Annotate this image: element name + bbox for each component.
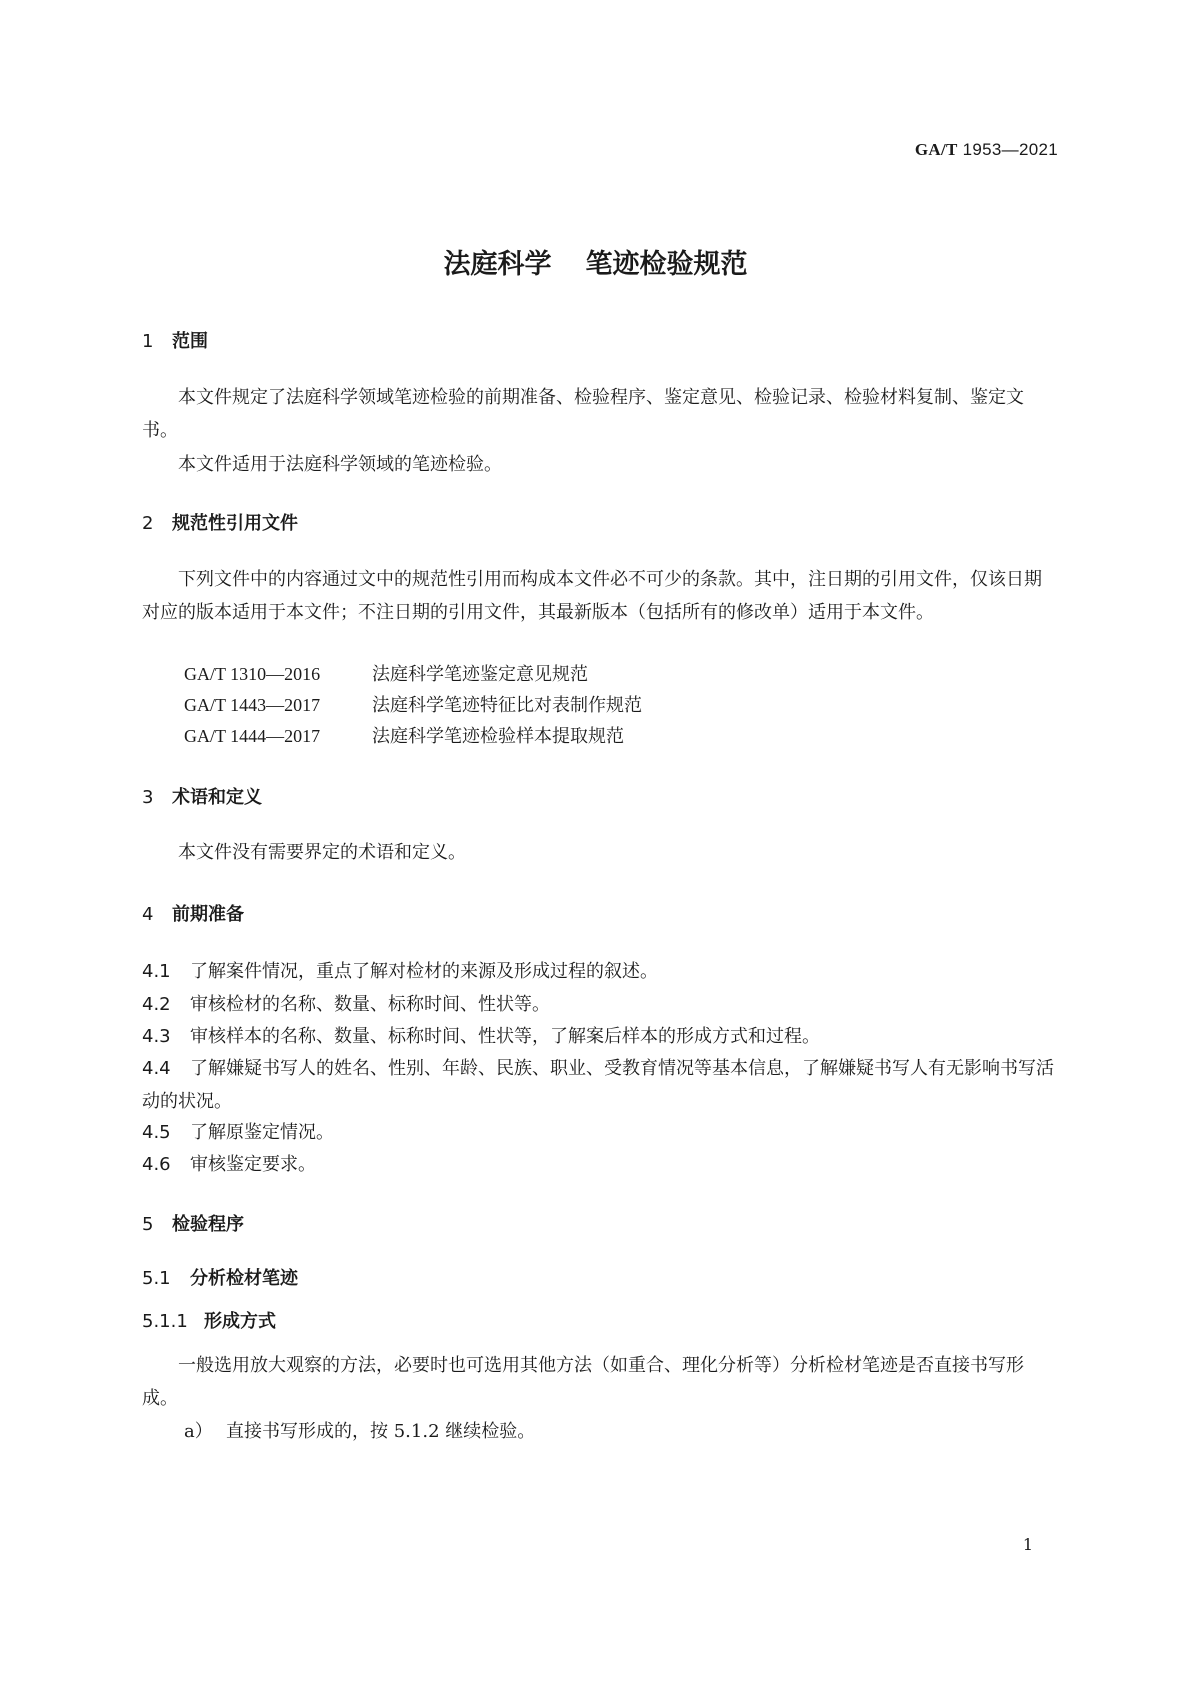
clause-4-2: 4.2 审核检材的名称、数量、标称时间、性状等。 [142, 994, 550, 1015]
page-number: 1 [1022, 1535, 1033, 1554]
section-5-1-1-paragraph: 一般选用放大观察的方法，必要时也可选用其他方法（如重合、理化分析等）分析检材笔迹是否直接书写形成。 [142, 1355, 1024, 1409]
section-5-heading: 5 检验程序 [142, 1214, 244, 1235]
standard-number-prefix: GA/T [914, 140, 958, 159]
section-3-heading: 3 术语和定义 [142, 787, 262, 808]
standard-number-rest: 1953—2021 [962, 140, 1058, 159]
section-5-1-1-heading: 5.1.1 形成方式 [142, 1311, 276, 1332]
document-title [0, 242, 1191, 281]
section-2-paragraph-1: 下列文件中的内容通过文中的规范性引用而构成本文件必不可少的条款。其中，注日期的引用文件，仅该日期对应的版本适用于本文件；不注日期的引用文件，其最新版本（包括所有的修改单）适用于本文件。 [142, 569, 1042, 623]
reference-item: GA/T 1444—2017 法庭科学笔迹检验样本提取规范 [184, 726, 624, 747]
section-1-heading: 1 范围 [142, 331, 208, 352]
title-part2: 笔迹检验规范 [585, 249, 748, 280]
standard-number [915, 140, 1058, 160]
clause-4-5: 4.5 了解原鉴定情况。 [142, 1122, 334, 1143]
section-5-1-heading: 5.1 分析检材笔迹 [142, 1268, 298, 1289]
section-3-paragraph-1: 本文件没有需要界定的术语和定义。 [178, 842, 466, 863]
section-2-heading: 2 规范性引用文件 [142, 513, 298, 534]
clause-4-6: 4.6 审核鉴定要求。 [142, 1154, 316, 1175]
title-part1: 法庭科学 [443, 249, 552, 280]
reference-item: GA/T 1443—2017 法庭科学笔迹特征比对表制作规范 [184, 695, 642, 716]
clause-4-4: 4.4 了解嫌疑书写人的姓名、性别、年龄、民族、职业、受教育情况等基本信息，了解嫌疑书写人有无影响书写活动的状况。 [142, 1058, 1054, 1112]
reference-item: GA/T 1310—2016 法庭科学笔迹鉴定意见规范 [184, 664, 588, 685]
section-1-paragraph-1: 本文件规定了法庭科学领域笔迹检验的前期准备、检验程序、鉴定意见、检验记录、检验材料复制、鉴定文书。 [142, 387, 1024, 441]
section-4-heading: 4 前期准备 [142, 904, 244, 925]
list-item-a: a） 直接书写形成的，按 5.1.2 继续检验。 [184, 1421, 536, 1442]
clause-4-1: 4.1 了解案件情况，重点了解对检材的来源及形成过程的叙述。 [142, 961, 658, 982]
section-1-paragraph-2: 本文件适用于法庭科学领域的笔迹检验。 [178, 454, 502, 475]
clause-4-3: 4.3 审核样本的名称、数量、标称时间、性状等，了解案后样本的形成方式和过程。 [142, 1026, 820, 1047]
